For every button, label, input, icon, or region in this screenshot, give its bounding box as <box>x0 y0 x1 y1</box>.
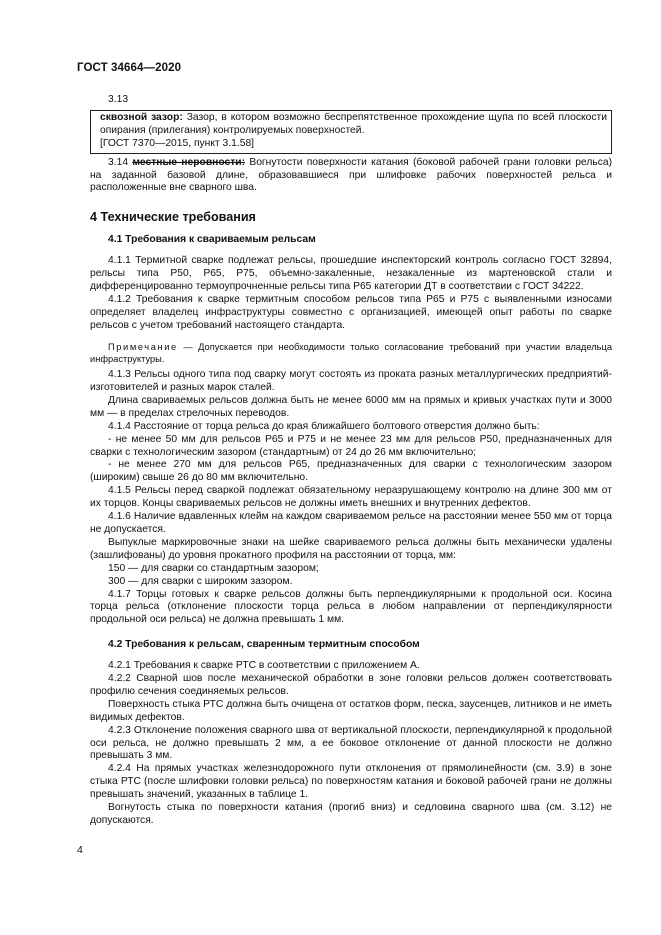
term-through-gap: сквозной зазор: <box>100 111 183 123</box>
clause-4-1-3-length: Длина свариваемых рельсов должна быть не менее 6000 мм на прямых и кривых участках пути и 3000 мм — в пределах стрелочных переводов. <box>90 394 612 419</box>
section-4-1-title: 4.1 Требования к свариваемым рельсам <box>108 234 316 246</box>
document-body <box>90 94 612 828</box>
clause-4-1-4: 4.1.4 Расстояние от торца рельса до края ближайшего болтового отверстия должно быть: <box>108 420 540 432</box>
clause-4-1-4-item-1: - не менее 50 мм для рельсов Р65 и Р75 и не менее 23 мм для рельсов Р50, предназначенных для сварки с технологическим зазором (стандартным) от 24 до 26 мм включительно; <box>90 433 612 458</box>
clause-4-1-3: 4.1.3 Рельсы одного типа под сварку могут состоять из проката разных металлургических предприятий-изготовителей и разных марок сталей. <box>90 369 612 393</box>
term-local-irregularities: местные неровности: <box>132 156 246 168</box>
clause-4-2-2: 4.2.2 Сварной шов после механической обработки в зоне головки рельсов должен соответствовать профилю сечения соединяемых рельсов. <box>90 673 612 697</box>
clause-4-2-3: 4.2.3 Отклонение положения сварного шва от вертикальной плоскости, перпендикулярной к продольной оси рельса, не должно превышать 2 мм, а ее боковое отклонение от данной плоскости не должно превышать 3 мм. <box>90 724 612 762</box>
clause-3-14-number: 3.14 <box>108 156 129 168</box>
clause-4-1-4-item-2: - не менее 270 мм для рельсов Р65, предназначенных для сварки с технологическим зазором (широким) свыше 26 до 80 мм включительно. <box>90 459 612 484</box>
clause-4-1-6: 4.1.6 Наличие вдавленных клейм на каждом свариваемом рельсе на расстоянии менее 550 мм от торца не допускается. <box>90 511 612 535</box>
clause-4-2-2-surface: Поверхность стыка РТС должна быть очищена от остатков форм, песка, заусенцев, литников и не иметь видимых дефектов. <box>90 698 612 723</box>
note-label: Примечание <box>108 341 178 352</box>
term-local-irregularities-definition: Вогнутости поверхности катания (боковой рабочей грани головки рельса) на заданной базовой длине, образовавшиеся при шлифовке рабочих поверхностей рельса и расположенные вне сварного шва. <box>90 156 612 194</box>
document-header: ГОСТ 34664—2020 <box>77 62 182 74</box>
page-number: 4 <box>77 844 83 856</box>
clause-4-1-6-list-item-1: 150 — для сварки со стандартным зазором; <box>108 562 319 574</box>
clause-3-13-number: 3.13 <box>108 94 129 105</box>
term-definition-box <box>90 110 612 154</box>
clause-4-1-5: 4.1.5 Рельсы перед сваркой подлежат обязательному неразрушающему контролю на длине 300 мм от их торцов. Концы свариваемых рельсов не должны иметь внешних и внутренних дефектов. <box>90 485 612 510</box>
clause-3-14 <box>90 157 612 196</box>
clause-4-1-1: 4.1.1 Термитной сварке подлежат рельсы, прошедшие инспекторский контроль согласно ГОСТ 32894, рельсы типа Р50, Р65, Р75, объемно-закаленные, незакаленные из мартеновской стали и дифференцированно термоупрочненные рельсы типа Р65 категории ДТ в соответствии с ГОСТ 34222. <box>90 255 612 293</box>
section-4-2-title: 4.2 Требования к рельсам, сваренным термитным способом <box>108 639 420 651</box>
clause-4-2-4-concavity: Вогнутость стыка по поверхности катания (прогиб вниз) и седловина сварного шва (см. 3.12) не допускаются. <box>90 802 612 826</box>
clause-4-1-2: 4.1.2 Требования к сварке термитным способом рельсов типа Р65 и Р75 с выявленными износами определяет владелец инфраструктуры совместно с организацией, имеющей опыт работы по сварке рельсов с учетом требований настоящего стандарта. <box>90 293 612 331</box>
clause-4-1-6-list-item-2: 300 — для сварки с широким зазором. <box>108 575 293 587</box>
clause-4-1-6-markings: Выпуклые маркировочные знаки на шейке свариваемого рельса должны быть механически удалены (зашлифованы) до уровня прокатного профиля на расстоянии от торца, мм: <box>90 536 612 561</box>
clause-4-2-1: 4.2.1 Требования к сварке РТС в соответствии с приложением А. <box>108 660 420 672</box>
note-text: — Допускается при необходимости только согласование требований при участии владельца инфраструктуры. <box>90 341 612 364</box>
clause-4-2-4: 4.2.4 На прямых участках железнодорожного пути отклонения от прямолинейности (см. 3.9) в зоне стыка РТС (после шлифовки головки рельса) по поверхностям катания и боковой рабочей грани не должны превышать значений, указанных в таблице 1. <box>90 763 612 801</box>
term-source-reference: [ГОСТ 7370—2015, пункт 3.1.58] <box>100 137 255 149</box>
term-through-gap-definition: Зазор, в котором возможно беспрепятственное прохождение щупа по всей плоскости опирания (прилегания) контролируемых поверхностей. <box>100 111 607 136</box>
section-4-title: 4 Технические требования <box>90 210 256 225</box>
clause-4-1-7: 4.1.7 Торцы готовых к сварке рельсов должны быть перпендикулярными к продольной оси. Косина торца рельса (отклонение плоскости торца рельса в любом направлении от перпендикулярности продольной оси рельса) не должна превышать 1 мм. <box>90 588 612 626</box>
note <box>90 341 612 365</box>
clause-3-13-text <box>100 112 607 138</box>
